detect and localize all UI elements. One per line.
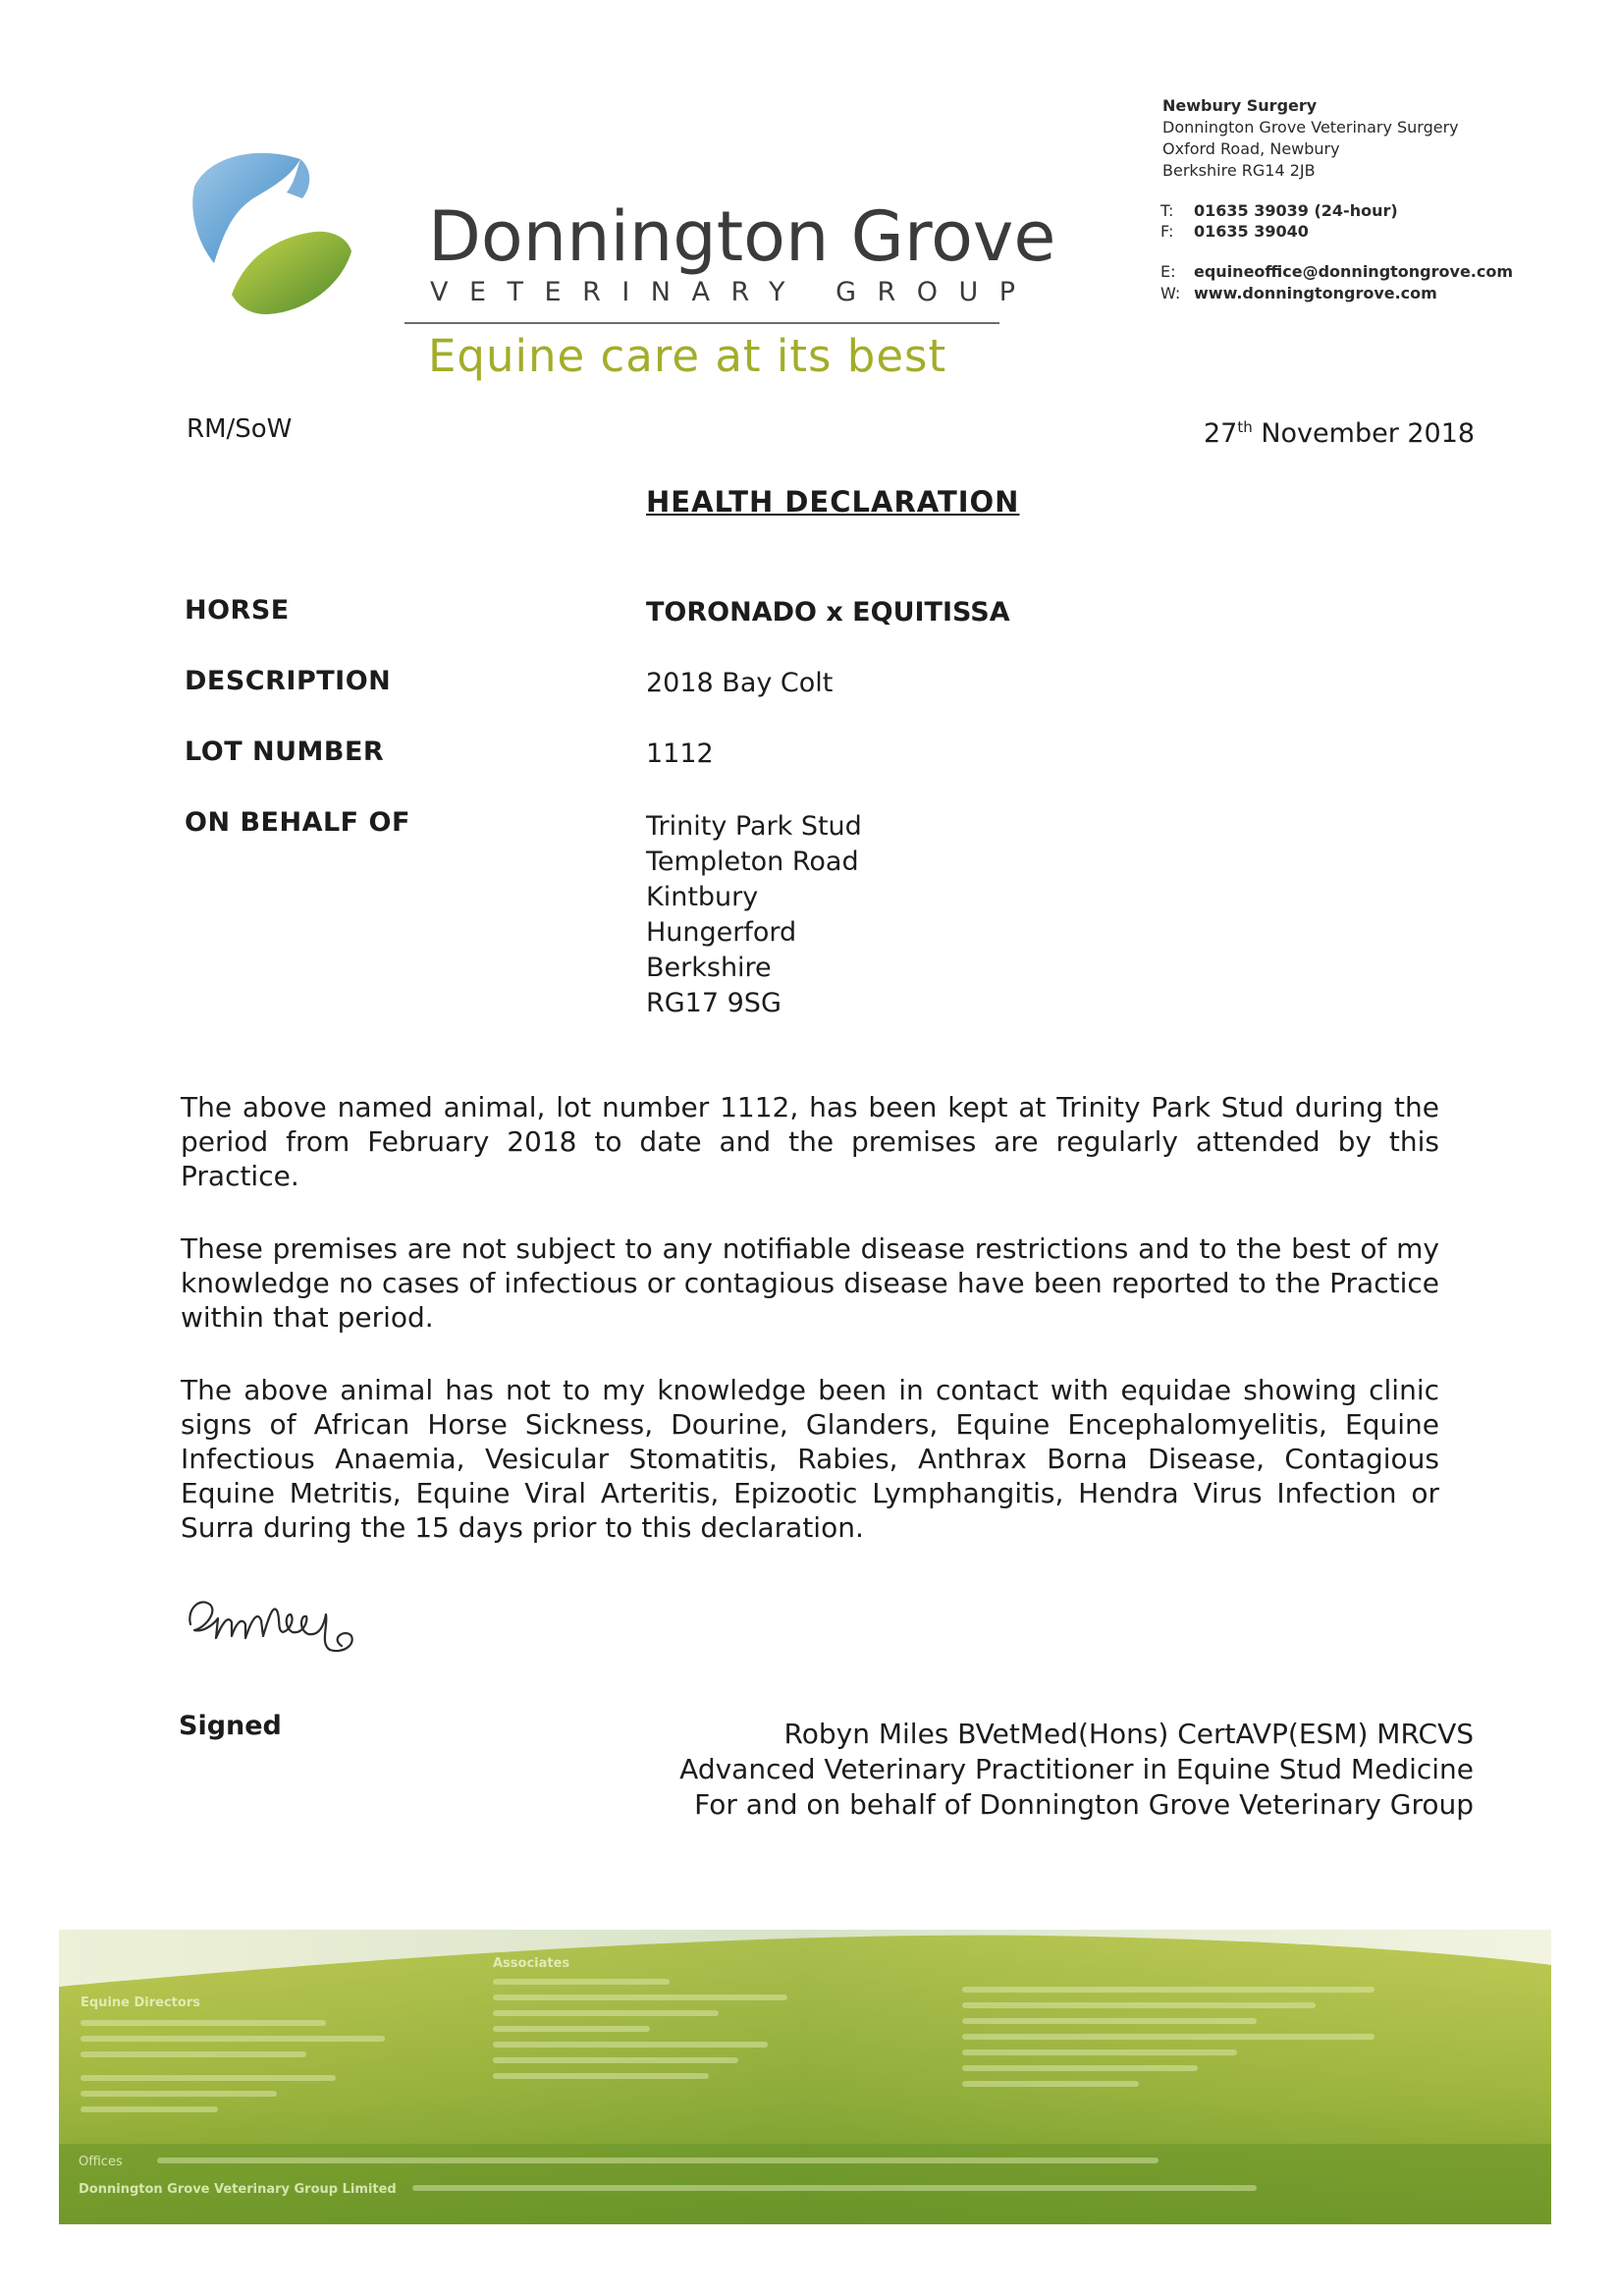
footer-smallprint-line (81, 2075, 336, 2081)
practice-phone-numbers (1160, 200, 1398, 242)
declaration-paragraph-2: These premises are not subject to any notifiable disease restrictions and to the best of my knowledge no cases of infectious or contagious disease have been reported to the Practice within that period. (181, 1232, 1439, 1334)
signatory-name: Robyn Miles BVetMed(Hons) CertAVP(ESM) MRCVS (783, 1718, 1474, 1750)
website-label: W: (1160, 284, 1181, 302)
footer-smallprint-line (493, 2073, 709, 2079)
description-label: DESCRIPTION (185, 666, 392, 696)
address-line-3: Berkshire RG14 2JB (1162, 161, 1316, 180)
email-label: E: (1160, 262, 1176, 281)
footer-smallprint-line (412, 2185, 1257, 2191)
address-line-2: Oxford Road, Newbury (1162, 139, 1340, 158)
footer-smallprint-line (157, 2158, 1159, 2163)
footer-smallprint-line (962, 2065, 1198, 2071)
document-title: HEALTH DECLARATION (646, 485, 1020, 519)
footer-smallprint-line (81, 2091, 277, 2097)
behalf-line: Kintbury (646, 882, 759, 912)
footer-offices-label: Offices (79, 2155, 123, 2169)
on-behalf-of-label: ON BEHALF OF (185, 807, 410, 838)
email-row (1160, 261, 1513, 283)
footer-associates-heading: Associates (493, 1956, 570, 1971)
signatory-title: Advanced Veterinary Practitioner in Equine Stud Medicine (679, 1753, 1474, 1785)
email-value: equineoffice@donningtongrove.com (1194, 262, 1514, 281)
footer-smallprint-line (493, 2026, 650, 2032)
horse-value: TORONADO x EQUITISSA (646, 597, 1010, 628)
practice-address (1162, 95, 1459, 182)
fax-label: F: (1160, 222, 1174, 241)
footer-smallprint-line (962, 1987, 1374, 1993)
signatory-block (679, 1717, 1474, 1823)
behalf-line: Templeton Road (646, 847, 859, 877)
website-row (1160, 283, 1513, 304)
fax-value: 01635 39040 (1194, 222, 1309, 241)
footer-smallprint-line (81, 2036, 385, 2042)
footer-smallprint-line (493, 2010, 719, 2016)
practice-logo (185, 147, 356, 319)
date-day: 27 (1204, 418, 1238, 449)
telephone-label: T: (1160, 201, 1174, 220)
footer-smallprint-line (962, 2002, 1316, 2008)
footer-company-name: Donnington Grove Veterinary Group Limited (79, 2182, 397, 2197)
lot-number-label: LOT NUMBER (185, 737, 385, 767)
handwritten-signature (183, 1581, 394, 1660)
behalf-line: RG17 9SG (646, 988, 782, 1018)
surgery-name: Newbury Surgery (1162, 96, 1318, 115)
footer-smallprint-line (81, 2051, 306, 2057)
lot-number-value: 1112 (646, 738, 714, 769)
date-suffix: th (1237, 418, 1253, 436)
footer-smallprint-line (962, 2018, 1257, 2024)
footer-smallprint-line (962, 2050, 1237, 2055)
footer-smallprint-line (493, 1995, 787, 2000)
practice-online-contacts (1160, 261, 1513, 304)
footer-smallprint-line (493, 1979, 670, 1985)
date-month-year: November 2018 (1252, 418, 1476, 449)
footer-band (59, 1930, 1551, 2224)
footer-smallprint-line (81, 2020, 326, 2026)
description-value: 2018 Bay Colt (646, 668, 834, 698)
footer-smallprint-line (493, 2057, 738, 2063)
declaration-paragraph-3: The above animal has not to my knowledge been in contact with equidae showing clinic signs of African Horse Sickness, Dourine, Glanders, Equine Encephalomyelitis, Equine Infectious Anaemia, Vesicular Stomatitis, Rabies, Anthrax Borna Disease, Contagious Equine Metritis, Equine Viral Arteritis, Epizootic Lymphangitis, Hendra Virus Infection or Surra during the 15 days prior to this declaration. (181, 1374, 1439, 1544)
telephone-value: 01635 39039 (24-hour) (1194, 201, 1398, 220)
footer-smallprint-line (962, 2034, 1374, 2040)
footer-directors-heading: Equine Directors (81, 1995, 200, 2010)
footer-smallprint-line (962, 2081, 1139, 2087)
footer-smallprint-line (81, 2106, 218, 2112)
fax-row (1160, 221, 1398, 242)
on-behalf-of-address (646, 809, 862, 1021)
signatory-organisation: For and on behalf of Donnington Grove Veterinary Group (694, 1788, 1474, 1821)
brand-divider (404, 322, 999, 324)
website-value: www.donningtongrove.com (1194, 284, 1437, 302)
brand-tagline: Equine care at its best (428, 330, 947, 382)
address-line-1: Donnington Grove Veterinary Surgery (1162, 118, 1459, 137)
letter-date (1204, 418, 1475, 449)
brand-name: Donnington Grove (428, 196, 1056, 277)
behalf-line: Trinity Park Stud (646, 811, 862, 842)
signed-label: Signed (179, 1711, 282, 1741)
telephone-row (1160, 200, 1398, 221)
horse-label: HORSE (185, 595, 290, 626)
footer-smallprint-line (493, 2042, 768, 2048)
behalf-line: Berkshire (646, 953, 772, 983)
behalf-line: Hungerford (646, 917, 797, 948)
letter-reference: RM/SoW (187, 414, 293, 444)
declaration-paragraph-1: The above named animal, lot number 1112, has been kept at Trinity Park Stud during the period from February 2018 to date and the premises are regularly attended by this Practice. (181, 1091, 1439, 1192)
brand-subtitle: VETERINARY GROUP (430, 277, 1037, 307)
